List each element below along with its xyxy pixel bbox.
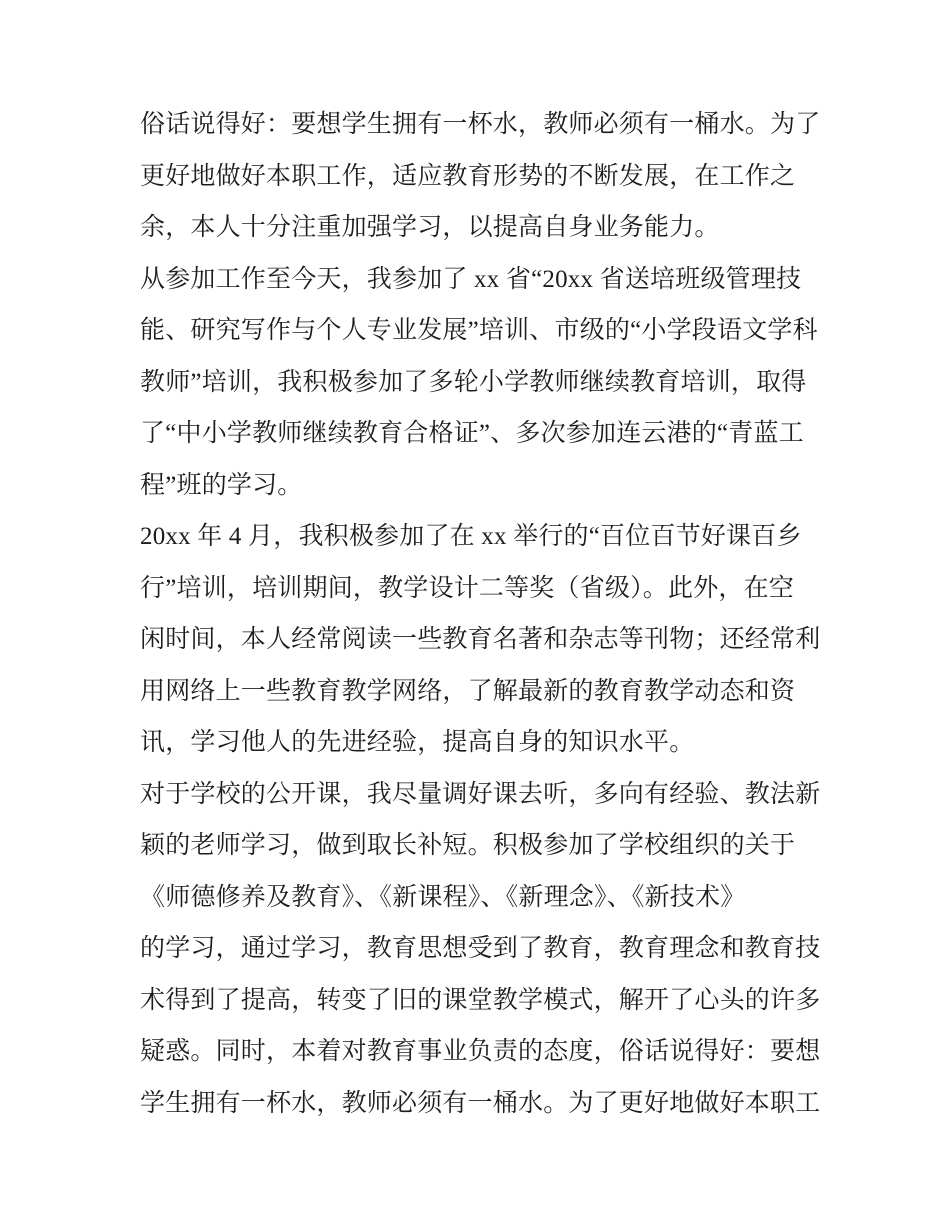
text-line: 讯，学习他人的先进经验，提高自身的知识水平。 — [140, 729, 695, 756]
text-line: 余，本人十分注重加强学习，以提高自身业务能力。 — [140, 214, 720, 241]
text-line: 颖的老师学习，做到取长补短。积极参加了学校组织的关于 — [140, 832, 796, 859]
text-line: 20xx 年 4 月，我积极参加了在 xx 举行的“百位百节好课百乡 — [140, 523, 802, 550]
text-line: 疑惑。同时，本着对教育事业负责的态度，俗话说得好：要想 — [140, 1038, 821, 1065]
text-line: 术得到了提高，转变了旧的课堂教学模式，解开了心头的许多 — [140, 986, 821, 1014]
text-line: 行”培训，培训期间，教学设计二等奖（省级）。此外，在空 — [140, 574, 794, 602]
text-line: 《师德修养及教育》、《新课程》、《新理念》、《新技术》 — [140, 883, 746, 911]
document-text-block — [140, 99, 822, 1129]
text-line: 教师”培训，我积极参加了多轮小学教师继续教育培训，取得 — [140, 368, 807, 396]
paragraph-1 — [140, 99, 822, 254]
text-line: 的学习，通过学习，教育思想受到了教育，教育理念和教育技 — [140, 935, 821, 962]
text-line: 用网络上一些教育教学网络，了解最新的教育教学动态和资 — [140, 677, 796, 705]
text-line: 学生拥有一杯水，教师必须有一桶水。为了更好地做好本职工 — [140, 1089, 821, 1117]
text-line: 俗话说得好：要想学生拥有一杯水，教师必须有一桶水。为了 — [140, 111, 821, 138]
paragraph-4 — [140, 769, 822, 1130]
text-line: 闲时间，本人经常阅读一些教育名著和杂志等刊物；还经常利 — [140, 626, 821, 653]
text-line: 能、研究写作与个人专业发展”培训、市级的“小学段语文学科 — [140, 317, 818, 344]
paragraph-2 — [140, 254, 822, 512]
text-line: 程”班的学习。 — [140, 471, 303, 499]
paragraph-3 — [140, 511, 822, 769]
text-line: 对于学校的公开课，我尽量调好课去听，多向有经验、教法新 — [140, 780, 821, 808]
text-line: 了“中小学教师继续教育合格证”、多次参加连云港的“青蓝工 — [140, 420, 804, 447]
text-line: 更好地做好本职工作，适应教育形势的不断发展，在工作之 — [140, 162, 796, 190]
text-line: 从参加工作至今天，我参加了 xx 省“20xx 省送培班级管理技 — [140, 265, 802, 293]
